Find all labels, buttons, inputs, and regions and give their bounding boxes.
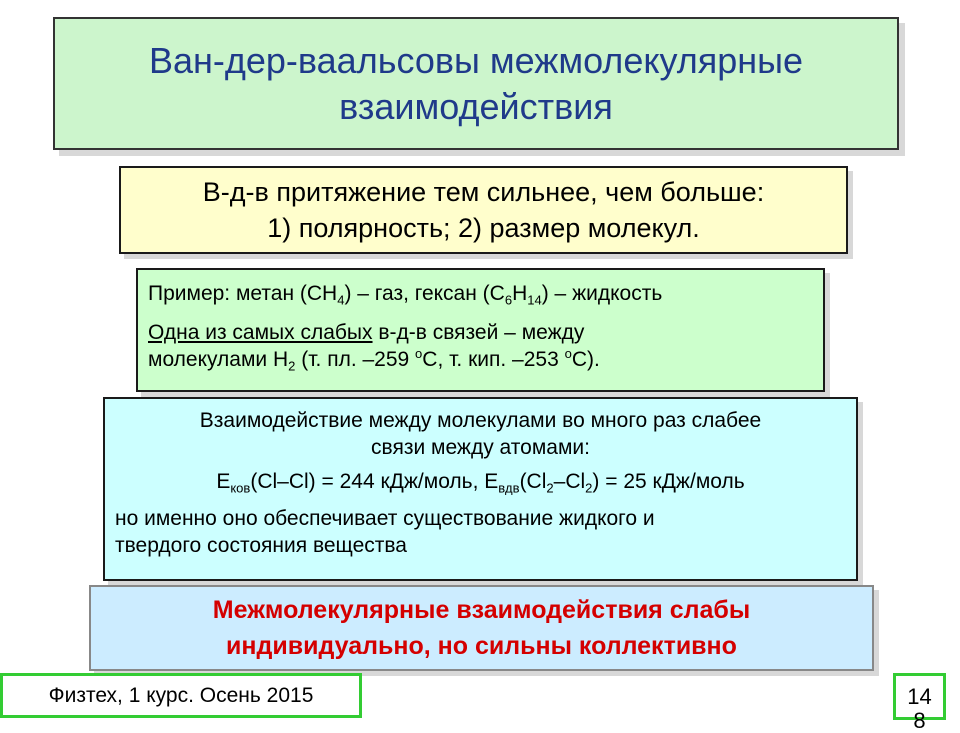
example-end-text: ) – жидкость (541, 282, 663, 305)
footer-course-label (0, 673, 362, 718)
formula-mid-text: (Cl–Cl) = 244 кДж/моль, E (250, 470, 499, 493)
hydrogen-example (148, 319, 811, 373)
conclusion-line2: индивидуально, но сильны коллективно (226, 632, 737, 660)
example-box (136, 268, 825, 392)
energy-formula (105, 468, 856, 495)
h2-subscript: 2 (288, 358, 296, 374)
slide-number (893, 673, 946, 733)
weakest-rest-text: в-д-в связей – между (372, 321, 585, 344)
vdw-subscript: вдв (498, 480, 520, 496)
energy-tail (105, 505, 856, 559)
e-symbol-1: E (216, 470, 231, 493)
energy-line2: связи между атомами: (371, 436, 590, 459)
footer-text: Физтех, 1 курс. Осень 2015 (48, 683, 314, 707)
hexane-h-subscript: 14 (527, 292, 542, 308)
methane-hexane-example (148, 280, 811, 307)
boiling-point-unit: С). (571, 348, 600, 371)
h2-line-start: молекулами H (148, 348, 289, 371)
boiling-point-text: С, т. кип. –253 (422, 348, 565, 371)
energy-line1: Взаимодействие между молекулами во много раз слабее (199, 409, 762, 432)
conclusion-box (89, 585, 874, 671)
degree-sign-1: о (415, 346, 423, 362)
hexane-h-text: H (512, 282, 528, 305)
formula-end-text: ) = 25 кДж/моль (592, 470, 745, 493)
slide-title-box (53, 17, 899, 150)
energy-tail-line1: но именно оно обеспечивает существование жидкого и (115, 507, 655, 530)
hexane-c-subscript: 6 (504, 292, 513, 308)
slide-number-line1: 14 (907, 684, 932, 709)
energy-comparison-box (103, 397, 858, 581)
slide-title-line2: взаимодействия (339, 85, 613, 127)
weakest-underlined-text: Одна из самых слабых (148, 321, 373, 344)
cl2-dash: –Cl (553, 470, 586, 493)
energy-statement (105, 399, 856, 461)
cl2-subscript-2: 2 (585, 480, 593, 496)
methane-subscript: 4 (337, 292, 345, 308)
slide-number-line2: 8 (913, 708, 926, 733)
cl2-subscript-1: 2 (546, 480, 554, 496)
cl2-open: (Cl (519, 470, 547, 493)
example-mid-text: ) – газ, гексан (C (344, 282, 505, 305)
slide-title-line1: Ван-дер-ваальсовы межмолекулярные (148, 39, 803, 81)
conclusion-line1: Межмолекулярные взаимодействия слабы (212, 596, 751, 624)
example-intro-text: Пример: метан (CH (148, 282, 338, 305)
energy-tail-line2: твердого состояния вещества (115, 534, 407, 557)
rule-line1: В-д-в притяжение тем сильнее, чем больше: (202, 177, 765, 207)
melting-point-text: (т. пл. –259 (295, 348, 416, 371)
degree-sign-2: о (564, 346, 572, 362)
rule-line2: 1) полярность; 2) размер молекул. (267, 213, 700, 243)
rule-box (119, 166, 848, 254)
covalent-subscript: ков (230, 480, 251, 496)
